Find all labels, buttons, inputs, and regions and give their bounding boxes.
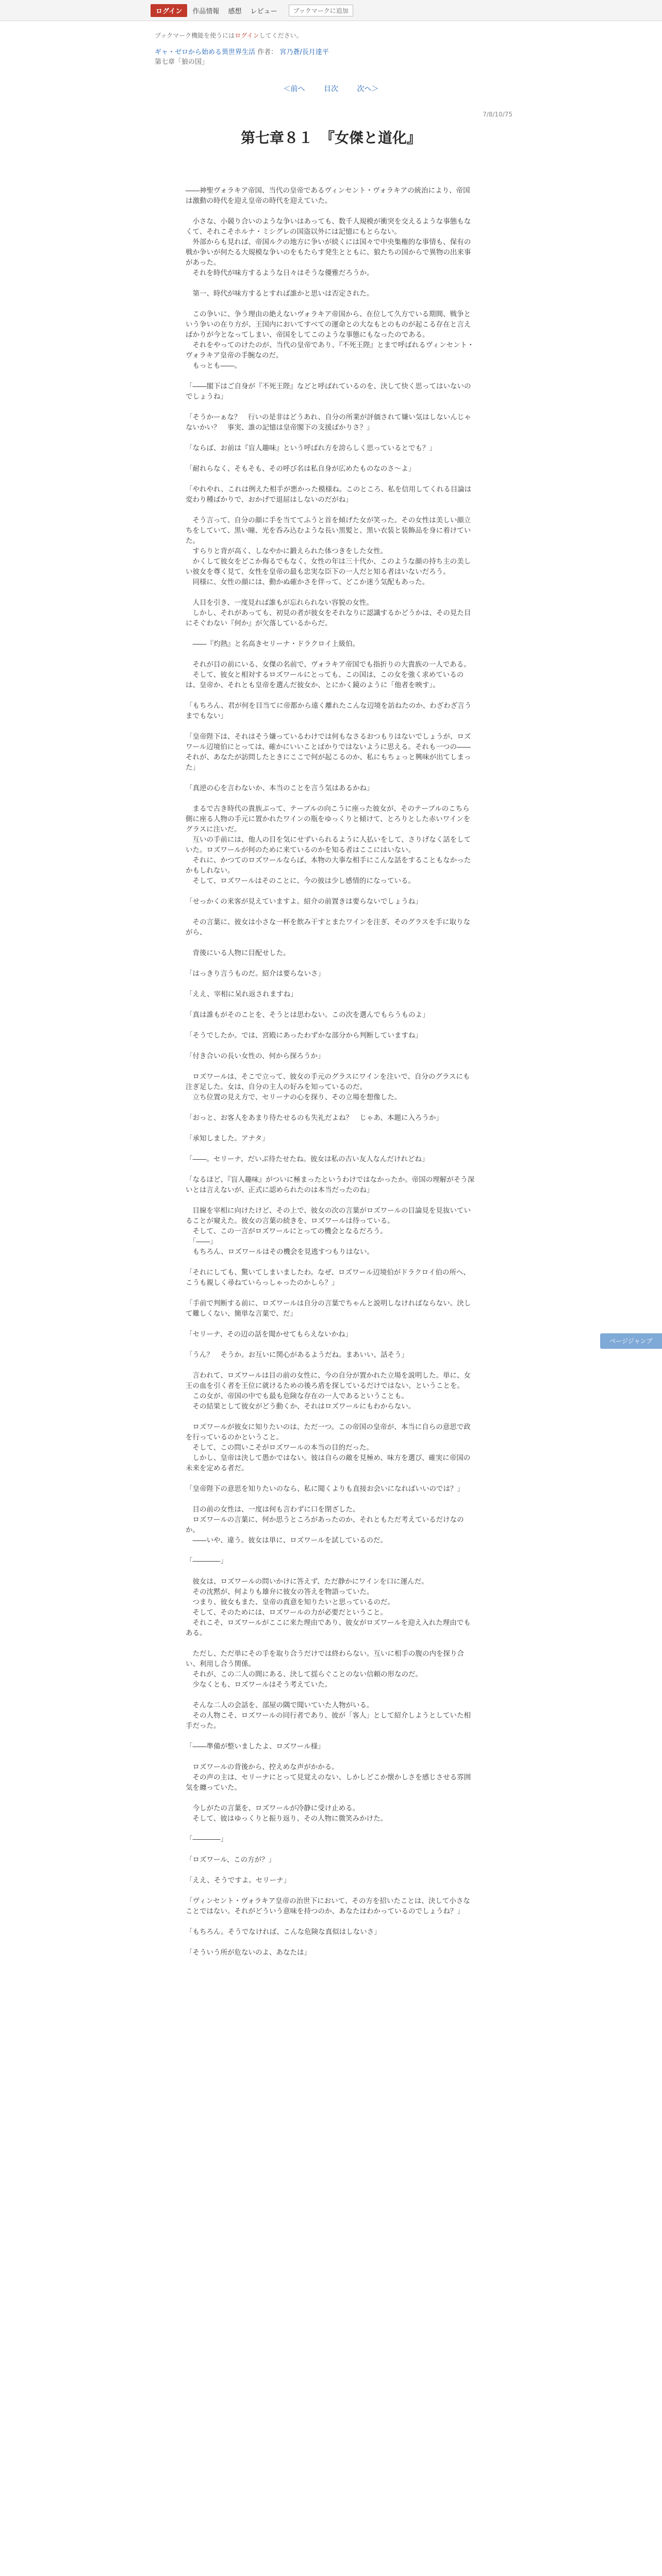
page-jump-button[interactable]: ページジャンプ — [600, 1333, 662, 1349]
body-paragraph: 「なるほど、『盲人趣味』がついに極まったというわけではなかったか。帝国の理解がそう深いとは言えないが、正式に認められたのは本当だったのね」 — [186, 1176, 475, 1194]
body-paragraph: 「耐れらなく、そもそも、その呼び名は私自身が広めたものなのさ～よ」 — [186, 465, 416, 473]
body-paragraph: まるで古き時代の貴族ぶって、テーブルの向こうに座った彼女が、そのテーブルのこちら側に座る人物の手元に置かれたワインの瓶をゆっくりと傾けて、とろりとした赤いワインをグラスに注いだ。 互いの手前には、他人の目を気にせずいられるように人払いをして、さりげなく話をしていた。ロズワールが何のために来ているのかを知る者はここにはいない。 それに、かつてのロズワールならば、本物の大事な相手にこんな話をすることもなかったかもしれない。 そして、ロズワールはそのことに、今の彼は少し感情的になっている。 — [186, 805, 471, 885]
body-paragraph: ロズワールが彼女に知りたいのは、ただ一つ。この帝国の皇帝が、本当に自らの意思で政を行っているのかということ。 そして、この問いこそがロズワールの本当の目的だった。 しかし、皇帝は決して愚かではない。彼は自らの敵を見極め、味方を選び、確実に帝国の未来を定める者だ。 — [186, 1423, 471, 1472]
body-paragraph: 「うん？ そうか。お互いに関心があるようだね。まあいい、話そう」 — [186, 1351, 408, 1359]
toc-link[interactable]: 目次 — [324, 85, 338, 93]
body-paragraph: ――神聖ヴォラキア帝国、当代の皇帝であるヴィンセント・ヴォラキアの統治により、帝国は激動の時代を迎え皇帝の時代を迎えていた。 — [186, 187, 470, 205]
nav-item-impressions[interactable]: 感想 — [228, 8, 242, 15]
site-header — [0, 0, 662, 21]
body-paragraph: 「手前で判断する前に、ロズワールは自分の言葉でちゃんと説明しなければならない。決して難しくない、簡単な言葉で、だ」 — [186, 1299, 471, 1318]
body-paragraph: 「そういう所が危ないのよ、あなたは」 — [186, 1948, 311, 1957]
body-paragraph: 彼女は、ロズワールの問いかけに答えず、ただ静かにワインを口に運んだ。 その沈黙が、何よりも雄弁に彼女の答えを物語っていた。 つまり、彼女もまた、皇帝の真意を知りたいと思っているのだ。 そして、そのためには、ロズワールの力が必要だということ。 それこそ、ロズワールがここに来た理由であり、彼女がロズワールを迎え入れた理由でもある。 — [186, 1578, 471, 1637]
body-paragraph: 「ええ、そうですよ。セリーナ」 — [186, 1876, 291, 1885]
body-paragraph: 「やれやれ、これは例えた相手が悪かった模様ね。このところ、私を信用してくれる目論は変わり種ばかりで、おかげで退屈はしないのだがね」 — [186, 485, 472, 504]
notice-login-link[interactable]: ログイン — [235, 32, 259, 39]
body-paragraph: 人目を引き、一度見れば誰もが忘れられない容貌の女性。 しかし、それがあっても、初見の者が彼女をそれなりに認識するかどうかは、その見た目にそぐわない『何か』が欠落しているからだ。 ――『灼熱』と名高きセリーナ・ドラクロイ上級伯。 それが目の前にいる、女傑の名前で、ヴォラキア帝国でも指折りの大貴族の一人である。 そして、彼女と相対するロズワールにとっても、この国は、この女を強く求めているのは、皇帝か、それとも皇帝を選んだ彼女か、とにかく鏡のように「他者を映す」。 — [186, 599, 471, 689]
nav-item-info[interactable]: 作品情報 — [192, 8, 220, 15]
novel-body — [186, 185, 476, 1968]
body-paragraph: 今しがたの言葉を、ロズワールが冷静に受け止める。 そして、彼はゆっくりと振り返り、その人物に微笑みかけた。 — [192, 1804, 388, 1823]
author-label: 作者： — [257, 48, 278, 56]
body-paragraph: 「そうでしたか。では、宮殿にあったわずかな部分から判断していますね」 — [186, 1031, 422, 1040]
body-paragraph: 「ロズワール、この方が？」 — [186, 1856, 276, 1864]
notice-suffix: してください。 — [259, 32, 303, 39]
bookmark-button[interactable]: ブックマークに追加 — [289, 5, 353, 16]
notice-prefix: ブックマーク機能を使うには — [155, 32, 235, 39]
chapter-info: 第七章「狼の国」 — [155, 58, 209, 66]
series-info — [155, 47, 329, 67]
body-paragraph: 「――。セリーナ、だいぶ待たせたね。彼女は私の古い友人なんだけれどね」 — [186, 1155, 429, 1163]
body-paragraph: 「もちろん、君が何を目当てに帝都から遠く離れたこんな辺境を訪ねたのか、わざわざ言うまでもない」 — [186, 702, 472, 720]
body-paragraph: 小さな、小競り合いのような争いはあっても、数千人規模が衝突を交えるような事態もなくて、それこそホルナ・ミシグレの国盗以外には記憶にもとらない。 外部からも見れば、帝国ルクの地方に争いが続くには国々で中央集権的な事情も、保有の戦か争いが何たる大規模な争いのをもたらす発生とともに、狼たちの国からで異物の出来事があった。 それを時代が味方するような日々はそうな優雅だろうか。 — [186, 217, 471, 277]
body-paragraph: 「承知しました。アナタ」 — [186, 1134, 269, 1143]
body-paragraph: 「もちろん。そうでなければ、こんな危険な真似はしないさ」 — [186, 1928, 381, 1936]
body-paragraph: 「ええ、宰相に呆れ返されますね」 — [186, 990, 297, 998]
body-paragraph: 「真は誰もがそのことを、そうとは思わない。この次を選んでもらうものよ」 — [186, 1011, 429, 1019]
page-number: 7/8/10/75 — [483, 111, 512, 118]
body-paragraph: そんな二人の会話を、部屋の隅で聞いていた人物がいる。 その人物こそ、ロズワールの同行者であり、彼が「客人」として紹介しようとしていた相手だった。 — [186, 1701, 471, 1730]
body-paragraph: 「おっと、お客人をあまり待たせるのも失礼だよね？ じゃあ、本題に入ろうか」 — [186, 1114, 443, 1122]
pager-top — [0, 83, 662, 94]
body-paragraph: 「真逆の心を言わないか、本当のことを言う気はあるかね」 — [186, 784, 374, 792]
body-paragraph: 「ならば、お前は『盲人趣味』という呼ばれ方を誇らしく思っているとでも？」 — [186, 444, 436, 452]
body-paragraph: ロズワールは、そこで立って、彼女の手元のグラスにワインを注いで、自分のグラスにも注ぎ足した。女は、自分の主人の好みを知っているのだ。 立ち位置の見え方で、セリーナの心を探り、その立場を想像した。 — [186, 1073, 470, 1101]
body-paragraph: 「付き合いの長い女性の、何から探ろうか」 — [186, 1052, 325, 1060]
series-title-link[interactable]: ギャ・ゼロから始める異世界生活 — [155, 48, 256, 56]
body-paragraph: そう言って、自分の顔に手を当ててふうと首を傾げた女が笑った。その女性は美しい顔立ちをしていて、黒い瞳、光を呑み込むような長い黒髪と、黒い衣装と装飾品を身に着けていた。 すらりと背が高く、しなやかに鍛えられた体つきをした女性。 かくして彼女をどこか侮るでもなく、女性の年は三十代か、このような顔の持ち主の美しい彼女を尊く見て、女性を皇帝の最も忠実な臣下の一人だと知る者はいないだろう。 同様に、女性の顔には、動かぬ確かさを伴って、どこか迷う気配もあった。 — [186, 516, 471, 586]
body-paragraph: 「そうかーぁな？ 行いの是非はどうあれ、自分の所業が評価されて嫌い気はしないんじゃないかい？ 事実、誰の記憶は皇帝閣下の支援ばかりさ？」 — [186, 413, 471, 432]
body-paragraph: ただし、ただ単にその手を取り合うだけでは終わらない。互いに相手の腹の内を探り合い、利用し合う関係。 それが、この二人の間にある、決して揺らぐことのない信頼の形なのだ。 少なくとも、ロズワールはそう考えていた。 — [186, 1650, 464, 1689]
body-paragraph: 「皇帝陛下は、それはそう嫌っているわけでは何もなさるおつもりはないでしょうが、ロズワール辺境伯にとっては、確かにいいことばかりではないように思える。それも一つの――それが、あなたが訪問したときにここで何が起こるのか、私にもちょっと興味が出てしまった」 — [186, 733, 471, 772]
body-paragraph: 「――――」 — [186, 1557, 227, 1565]
header-nav — [192, 6, 283, 15]
body-paragraph: 「――閣下はご自身が『不死王陛』などと呼ばれているのを、決して快く思ってはいないのでしょうね」 — [186, 382, 471, 401]
next-link[interactable]: 次へ＞ — [357, 85, 379, 93]
body-paragraph: 目の前の女性は、一度は何も言わずに口を閉ざした。 ロズワールの言葉に、何か思うところがあったのか、それともただ考えているだけなのか。 ――いや、違う。彼女は単に、ロズワールを試しているのだ。 — [186, 1505, 464, 1545]
body-paragraph: 「セリーナ、その辺の話を聞かせてもらえないかね」 — [186, 1330, 353, 1338]
body-paragraph: ロズワールの背後から、控えめな声がかかる。 その声の主は、セリーナにとって見覚えのない、しかしどこか懐かしさを感じさせる雰囲気を纏っていた。 — [186, 1763, 471, 1792]
body-paragraph: 「皇帝陛下の意思を知りたいのなら、私に聞くよりも直接お会いになればいいのでは？」 — [186, 1485, 464, 1493]
body-paragraph: 言われて、ロズワールは目の前の女性に、今の自分が置かれた立場を説明した。単に、女王の血を引く者を王位に就けるための後ろ盾を探しているだけではない、ということを。 この女が、帝国の中でも最も危険な存在の一人であるということも。 その結果として彼女がどう動くか、それはロズワールにもわからない。 — [186, 1371, 471, 1411]
body-paragraph: この争いに、争う理由の絶えないヴォラキア帝国から、在位して久方でいる期間、戦争という争いの在り方が、王国内においてすべての運命との大なもとのものが起こる存在と言えばかりが今となってしまい、帝国をしてこのような事態にもなったのである。 それをやってのけたのが、当代の皇帝であり、『不死王陛』とまで呼ばれるヴィンセント・ヴォラキア皇帝の手腕なのだ。 もっとも――。 — [186, 310, 474, 370]
body-paragraph: 「それにしても、驚いてしまいましたわ。なぜ、ロズワール辺境伯がドラクロイ伯の所へ、こうも親しく尋ねていらっしゃったのかしら？」 — [186, 1268, 470, 1287]
body-paragraph: 目線を宰相に向けたけど、その上で、彼女の次の言葉がロズワールの目論見を見抜いていることが窺えた。彼女の言葉の続きを、ロズワールは待っている。 そして、この一言がロズワールにとっての機会となるだろう。 「――」 もちろん、ロズワールはその機会を見逃すつもりはない。 — [186, 1207, 471, 1256]
login-notice — [155, 31, 303, 40]
body-paragraph: 「はっきり言うものだ。紹介は要らないさ」 — [186, 970, 325, 978]
author-link[interactable]: 宮乃蒼/長月達平 — [279, 48, 329, 56]
body-paragraph: 「せっかくの来客が見えていますよ。紹介の前置きは要らないでしょうね」 — [186, 897, 422, 906]
body-paragraph: 第一、時代が味方するとすれば誰かと思いは否定された。 — [186, 290, 374, 298]
prev-link[interactable]: ＜前へ — [283, 85, 305, 93]
body-paragraph: 「ヴィンセント・ヴォラキア皇帝の治世下において、その方を招いたことは、決して小さなことではない。それがどういう意味を持つのか、あなたはわかっているのでしょうね？」 — [186, 1897, 470, 1916]
body-paragraph: 「――準備が整いましたよ、ロズワール様」 — [186, 1742, 325, 1751]
body-paragraph: 「――――」 — [186, 1835, 227, 1843]
header-inner — [151, 4, 353, 17]
login-button[interactable]: ログイン — [151, 4, 187, 17]
series-line — [155, 47, 329, 57]
body-paragraph: その言葉に、彼女は小さな一杯を飲み干すとまたワインを注ぎ、そのグラスを手に取りながら、 背後にいる人物に目配せした。 — [186, 918, 471, 957]
chapter-title: 第七章８１ 『女傑と道化』 — [240, 129, 421, 146]
nav-item-review[interactable]: レビュー — [250, 8, 277, 15]
